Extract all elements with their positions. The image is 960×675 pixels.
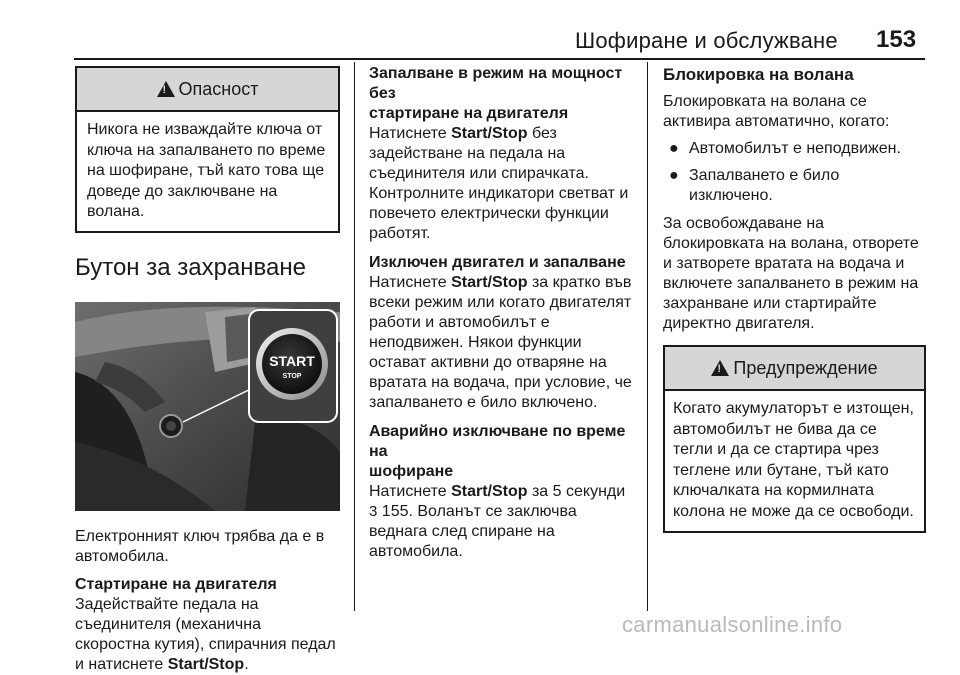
column-divider-1 <box>354 62 355 611</box>
lock-intro-line: Блокировката на волана се <box>663 93 867 110</box>
start-stop-button-figure <box>75 302 340 511</box>
danger-line: Никога не изваждайте ключа от <box>87 121 323 138</box>
danger-line: волана. <box>87 203 145 220</box>
column-1 <box>75 62 340 675</box>
off-line: вратата на водача, при условие, че <box>369 374 632 391</box>
bullet-icon: ● <box>669 167 679 184</box>
warning-box <box>663 345 926 533</box>
column-3 <box>663 64 926 533</box>
acc-line: повечето електрически функции <box>369 205 609 222</box>
section-title: Бутон за захранване <box>75 253 306 281</box>
start-line: скоростна кутия), спирачния педал <box>75 635 336 653</box>
start-stop-term: Start/Stop <box>167 655 245 673</box>
column-divider-2 <box>647 62 648 611</box>
lock-intro-line: активира автоматично, когато: <box>663 113 890 130</box>
warning-box-header <box>665 347 924 391</box>
off-line: всеки режим или когато двигателят <box>369 294 632 311</box>
engine-off-heading: Изключен двигател и запалване <box>369 254 626 271</box>
off-line <box>369 273 634 293</box>
danger-box-header <box>77 68 338 112</box>
warning-line: Когато акумулаторът е изтощен, <box>673 400 914 417</box>
after-figure-line: Електронният ключ трябва да е в <box>75 527 325 545</box>
warning-triangle-icon <box>157 81 175 97</box>
warning-line: автомобилът не бива да се <box>673 420 877 438</box>
bullet-text: Запалването е било <box>689 167 840 184</box>
off-line: запалването е било включено. <box>369 394 598 411</box>
warning-line: теглене или бутане, тъй като <box>673 461 889 479</box>
text: за 5 секунди <box>527 483 626 500</box>
stop-button-label: STOP <box>282 372 302 380</box>
text: Натиснете <box>369 125 452 142</box>
emergency-line <box>369 502 634 522</box>
release-line: директно двигателя. <box>663 315 815 332</box>
text: . <box>244 655 249 673</box>
start-button-label: START <box>269 352 315 369</box>
emergency-line: веднага след спиране на <box>369 523 555 540</box>
emergency-off-heading: шофиране <box>369 463 454 480</box>
after-figure-line: автомобила. <box>75 547 169 565</box>
acc-heading: стартиране на двигателя <box>369 105 569 122</box>
warning-box-title: Предупреждение <box>733 357 878 378</box>
text: и натиснете <box>75 655 168 673</box>
header-title: Шофиране и обслужване <box>575 28 838 53</box>
start-line: Задействайте педала на <box>75 595 259 613</box>
text: Натиснете <box>369 274 452 291</box>
warning-box-body <box>665 391 924 531</box>
acc-line: Контролните индикатори светват и <box>369 185 629 202</box>
bullet-text: Автомобилът е неподвижен. <box>689 140 901 157</box>
warning-line: ключалката на кормилната <box>673 482 874 499</box>
release-line: блокировката на волана, отворете <box>663 235 919 252</box>
danger-line: доведе до заключване на <box>87 182 278 200</box>
release-line: и затворете вратата на водача и <box>663 255 905 272</box>
acc-line: съединителя или спирачката. <box>369 165 589 182</box>
off-line: неподвижен. Някои функции <box>369 334 582 351</box>
column-2 <box>369 64 634 562</box>
list-item <box>663 166 926 206</box>
release-line: включете запалването в режим на <box>663 275 919 292</box>
text: за кратко във <box>527 274 632 291</box>
warning-line: тегли и да се стартира чрез <box>673 441 879 458</box>
danger-line: ключа на запалването по време <box>87 141 326 159</box>
header-rule <box>74 58 925 60</box>
start-line <box>75 655 340 675</box>
page-number: 153 <box>876 26 917 53</box>
acc-heading: Запалване в режим на мощност без <box>369 65 623 102</box>
warning-triangle-icon <box>711 360 729 376</box>
emergency-line <box>369 482 634 502</box>
danger-box <box>75 66 340 233</box>
danger-box-body <box>77 112 338 231</box>
watermark: carmanualsonline.info <box>622 612 843 637</box>
start-engine-heading: Стартиране на двигателя <box>75 575 277 593</box>
text: без <box>527 125 557 142</box>
danger-line: на шофиране, тъй като това ще <box>87 162 325 179</box>
car-interior-illustration <box>75 302 340 511</box>
warning-line: колона не може да се освободи. <box>673 502 914 520</box>
acc-line <box>369 124 634 144</box>
bullet-icon: ● <box>669 140 679 157</box>
off-line: остават активни до отваряне на <box>369 354 607 371</box>
start-stop-term: Start/Stop <box>451 274 528 291</box>
text: Натиснете <box>369 483 452 500</box>
steering-lock-heading: Блокировка на волана <box>663 65 854 84</box>
emergency-line: автомобила. <box>369 543 463 560</box>
start-line: съединителя (механична <box>75 615 261 633</box>
reference-arrow-icon: 3 <box>369 503 378 520</box>
release-line: захранване или стартирайте <box>663 295 877 312</box>
emergency-off-heading: Аварийно изключване по време на <box>369 423 626 460</box>
danger-box-title: Опасност <box>178 78 259 99</box>
off-line: работи и автомобилът е <box>369 314 550 331</box>
start-stop-term: Start/Stop <box>451 483 528 500</box>
acc-line: работят. <box>369 225 431 242</box>
release-line: За освобождаване на <box>663 215 825 232</box>
start-stop-term: Start/Stop <box>451 125 528 142</box>
page-reference-link[interactable]: 155. Воланът се заключва <box>377 503 577 520</box>
list-item <box>663 139 926 159</box>
bullet-text: изключено. <box>689 187 773 204</box>
acc-line: задействане на педала на <box>369 145 566 162</box>
